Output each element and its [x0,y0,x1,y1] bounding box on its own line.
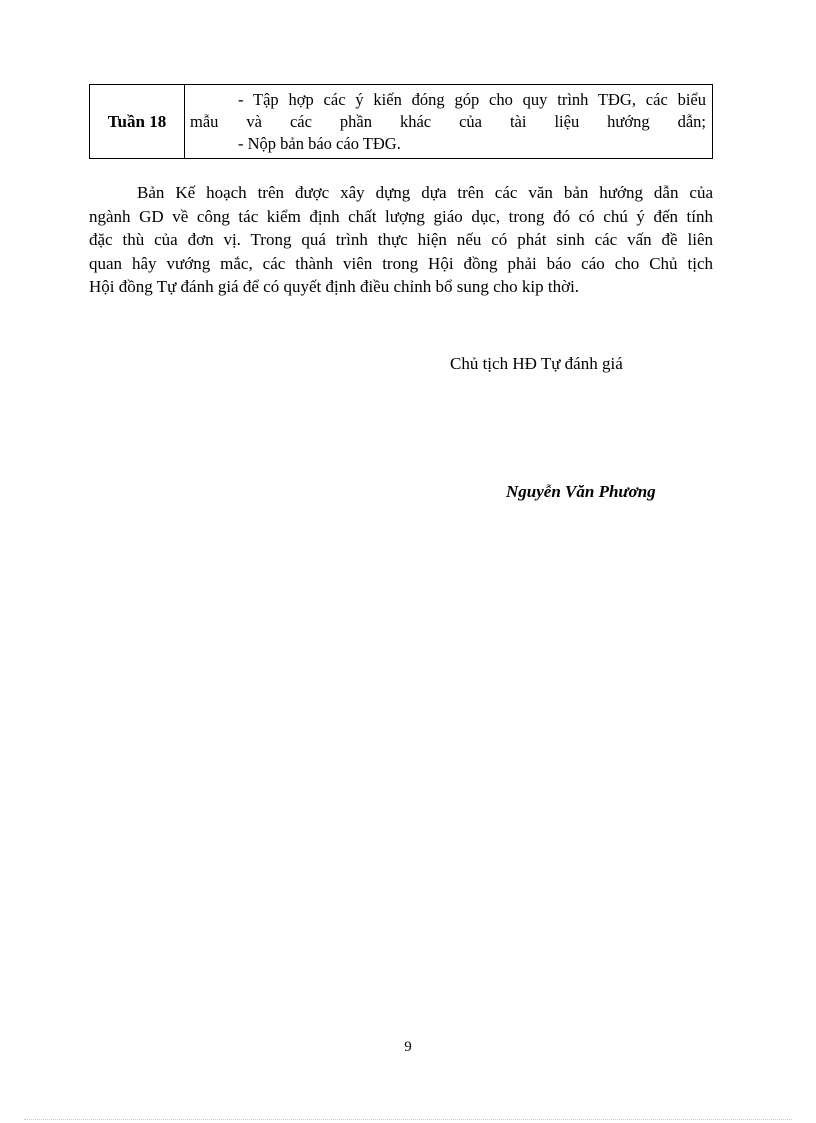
paragraph-line: quan hây vướng mắc, các thành viên trong Hội đồng phải báo cáo cho Chủ tịch [89,253,713,273]
paragraph-line: Bản Kế hoạch trên được xây dựng dựa trên các văn bản hướng dẫn của [137,183,713,202]
signature-name: Nguyễn Văn Phương [506,482,656,501]
schedule-table [89,84,713,159]
week-cell [90,85,185,159]
table-row [90,85,713,159]
task-line: - Nộp bản báo cáo TĐG. [238,133,401,153]
page-bottom-divider [24,1119,792,1120]
page-number: 9 [404,1039,412,1055]
paragraph-line: đặc thù của đơn vị. Trong quá trình thực hiện nếu có phát sinh các vấn đề liên [89,230,713,249]
week-label: Tuần 18 [107,111,167,131]
paragraph-line: Hội đồng Tự đánh giá để có quyết định điều chỉnh bổ sung cho kip thời. [89,277,580,296]
task-line: - Tập hợp các ý kiến đóng góp cho quy trình TĐG, các biểu [238,89,706,109]
task-line: mẫu và các phần khác của tài liệu hướng dẫn; [190,111,706,131]
paragraph-line: ngành GD về công tác kiểm định chất lượng giáo dục, trong đó có chú ý đến tính [89,206,713,226]
signature-title: Chủ tịch HĐ Tự đánh giá [450,354,623,373]
task-cell [185,85,713,159]
body-paragraph [89,181,713,299]
